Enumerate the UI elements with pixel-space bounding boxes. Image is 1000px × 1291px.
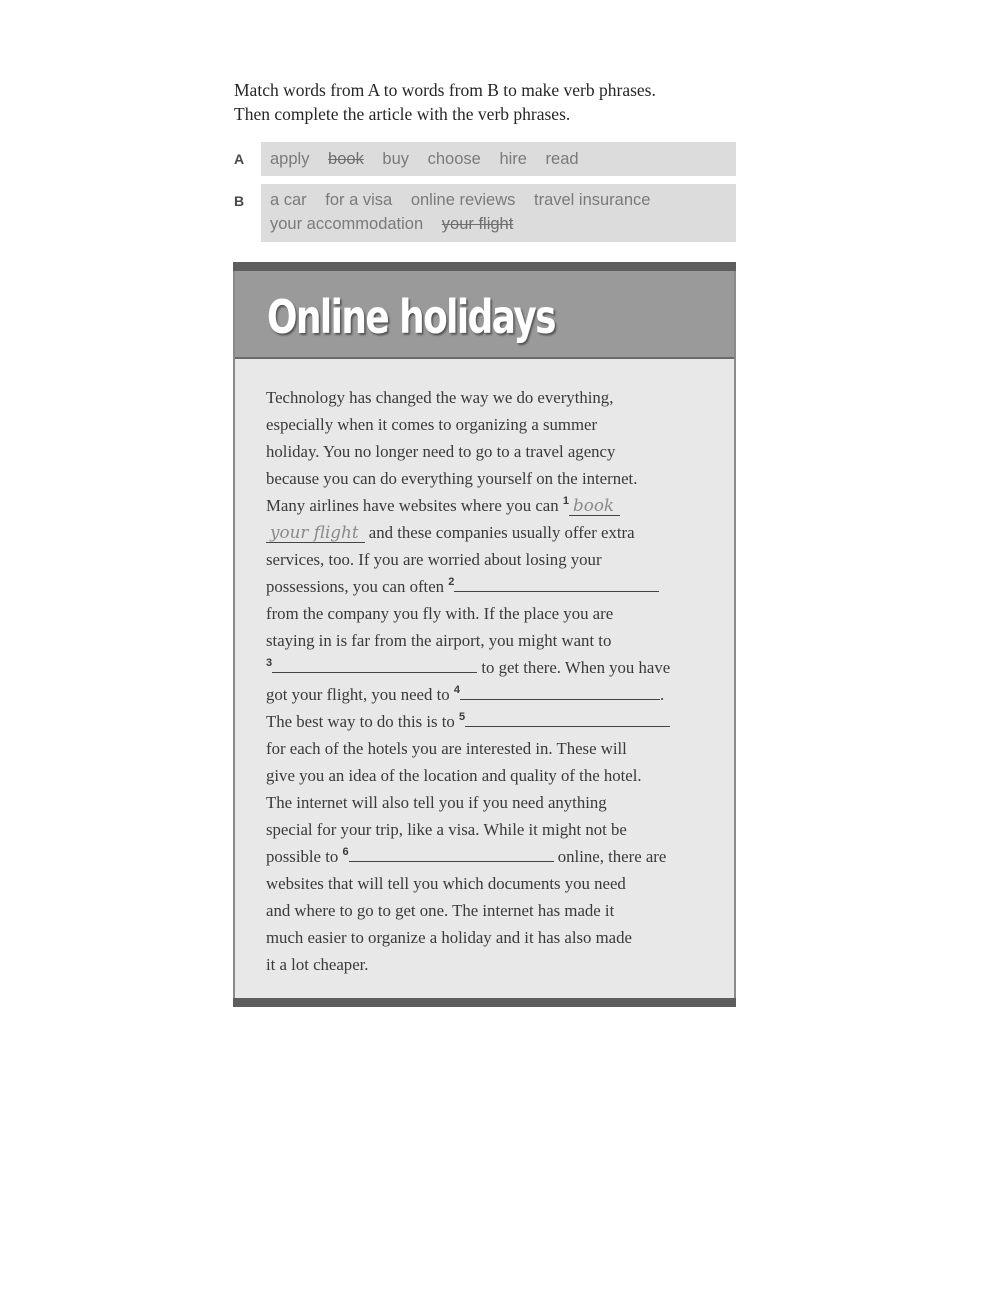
article-text: The best way to do this is to <box>266 712 459 731</box>
article-body <box>266 384 711 978</box>
word-a-apply: apply <box>270 150 310 168</box>
article-line: much easier to organize a holiday and it has also made <box>266 928 632 947</box>
gap-number-5: 5 <box>458 711 466 723</box>
instructions <box>234 78 754 126</box>
article-line: websites that will tell you which documents you need <box>266 874 626 893</box>
article-title: Online holidays <box>267 290 555 344</box>
article-line: because you can do everything yourself on the internet. <box>266 469 638 488</box>
article-text: possible to <box>266 847 343 866</box>
article-line <box>266 519 711 546</box>
article-line: give you an idea of the location and quality of the hotel. <box>266 766 642 785</box>
article-text: got your flight, you need to <box>266 685 454 704</box>
article-line: from the company you fly with. If the place you are <box>266 604 614 623</box>
article-header <box>235 271 734 359</box>
article-line <box>266 492 711 519</box>
gap-number-2: 2 <box>448 576 455 588</box>
article-line <box>266 708 711 735</box>
gap-3-blank[interactable] <box>272 654 477 673</box>
gap-number-1: 1 <box>562 495 569 507</box>
article-line <box>266 843 711 870</box>
article-top-bar <box>233 262 736 271</box>
article-text: online, there are <box>553 847 667 866</box>
row-b-label: B <box>234 193 245 209</box>
gap-5-blank[interactable] <box>465 708 670 727</box>
article-line: staying in is far from the airport, you might want to <box>266 631 612 650</box>
article-box <box>233 262 736 1007</box>
article-bottom-bar <box>233 998 736 1007</box>
instructions-line-1: Match words from A to words from B to make verb phrases. <box>234 80 656 100</box>
article-line: for each of the hotels you are interested in. These will <box>266 739 627 758</box>
instructions-line-2: Then complete the article with the verb phrases. <box>234 104 571 124</box>
article-line: especially when it comes to organizing a summer <box>266 415 598 434</box>
article-line: special for your trip, like a visa. While it might not be <box>266 820 627 839</box>
word-box-b <box>261 184 736 242</box>
word-a-choose: choose <box>427 150 481 168</box>
gap-1-answer-part2: your flight <box>266 522 365 543</box>
article-line: it a lot cheaper. <box>266 955 369 974</box>
word-b-online-reviews: online reviews <box>410 191 516 209</box>
article-line <box>266 573 711 600</box>
word-a-book: book <box>328 150 364 168</box>
word-b-your-flight: your flight <box>441 215 514 233</box>
article-text: . <box>659 685 665 704</box>
gap-number-3: 3 <box>266 657 273 669</box>
word-b-travel-insurance: travel insurance <box>533 191 651 209</box>
article-text: Many airlines have websites where you can <box>266 496 563 515</box>
article-line: services, too. If you are worried about losing your <box>266 550 602 569</box>
gap-4-blank[interactable] <box>460 681 660 700</box>
row-a-label: A <box>234 151 245 167</box>
article-line: holiday. You no longer need to go to a travel agency <box>266 442 616 461</box>
word-box-a <box>261 142 736 176</box>
article-text: possessions, you can often <box>266 577 449 596</box>
word-b-your-accommodation: your accommodation <box>270 215 424 233</box>
gap-number-6: 6 <box>342 846 349 858</box>
gap-1-answer-part1: book <box>569 495 620 516</box>
word-a-buy: buy <box>382 150 410 168</box>
word-b-for-a-visa: for a visa <box>325 191 393 209</box>
gap-6-blank[interactable] <box>349 843 554 862</box>
article-text: and these companies usually offer extra <box>364 523 635 542</box>
word-b-a-car: a car <box>270 191 307 209</box>
article-line <box>266 654 711 681</box>
article-line: The internet will also tell you if you need anything <box>266 793 607 812</box>
article-line: and where to go to get one. The internet has made it <box>266 901 615 920</box>
article-text: to get there. When you have <box>477 658 671 677</box>
word-a-read: read <box>545 150 579 168</box>
article-line <box>266 681 711 708</box>
gap-number-4: 4 <box>453 684 460 696</box>
word-a-hire: hire <box>499 150 527 168</box>
gap-2-blank[interactable] <box>454 573 659 592</box>
article-line: Technology has changed the way we do everything, <box>266 388 614 407</box>
